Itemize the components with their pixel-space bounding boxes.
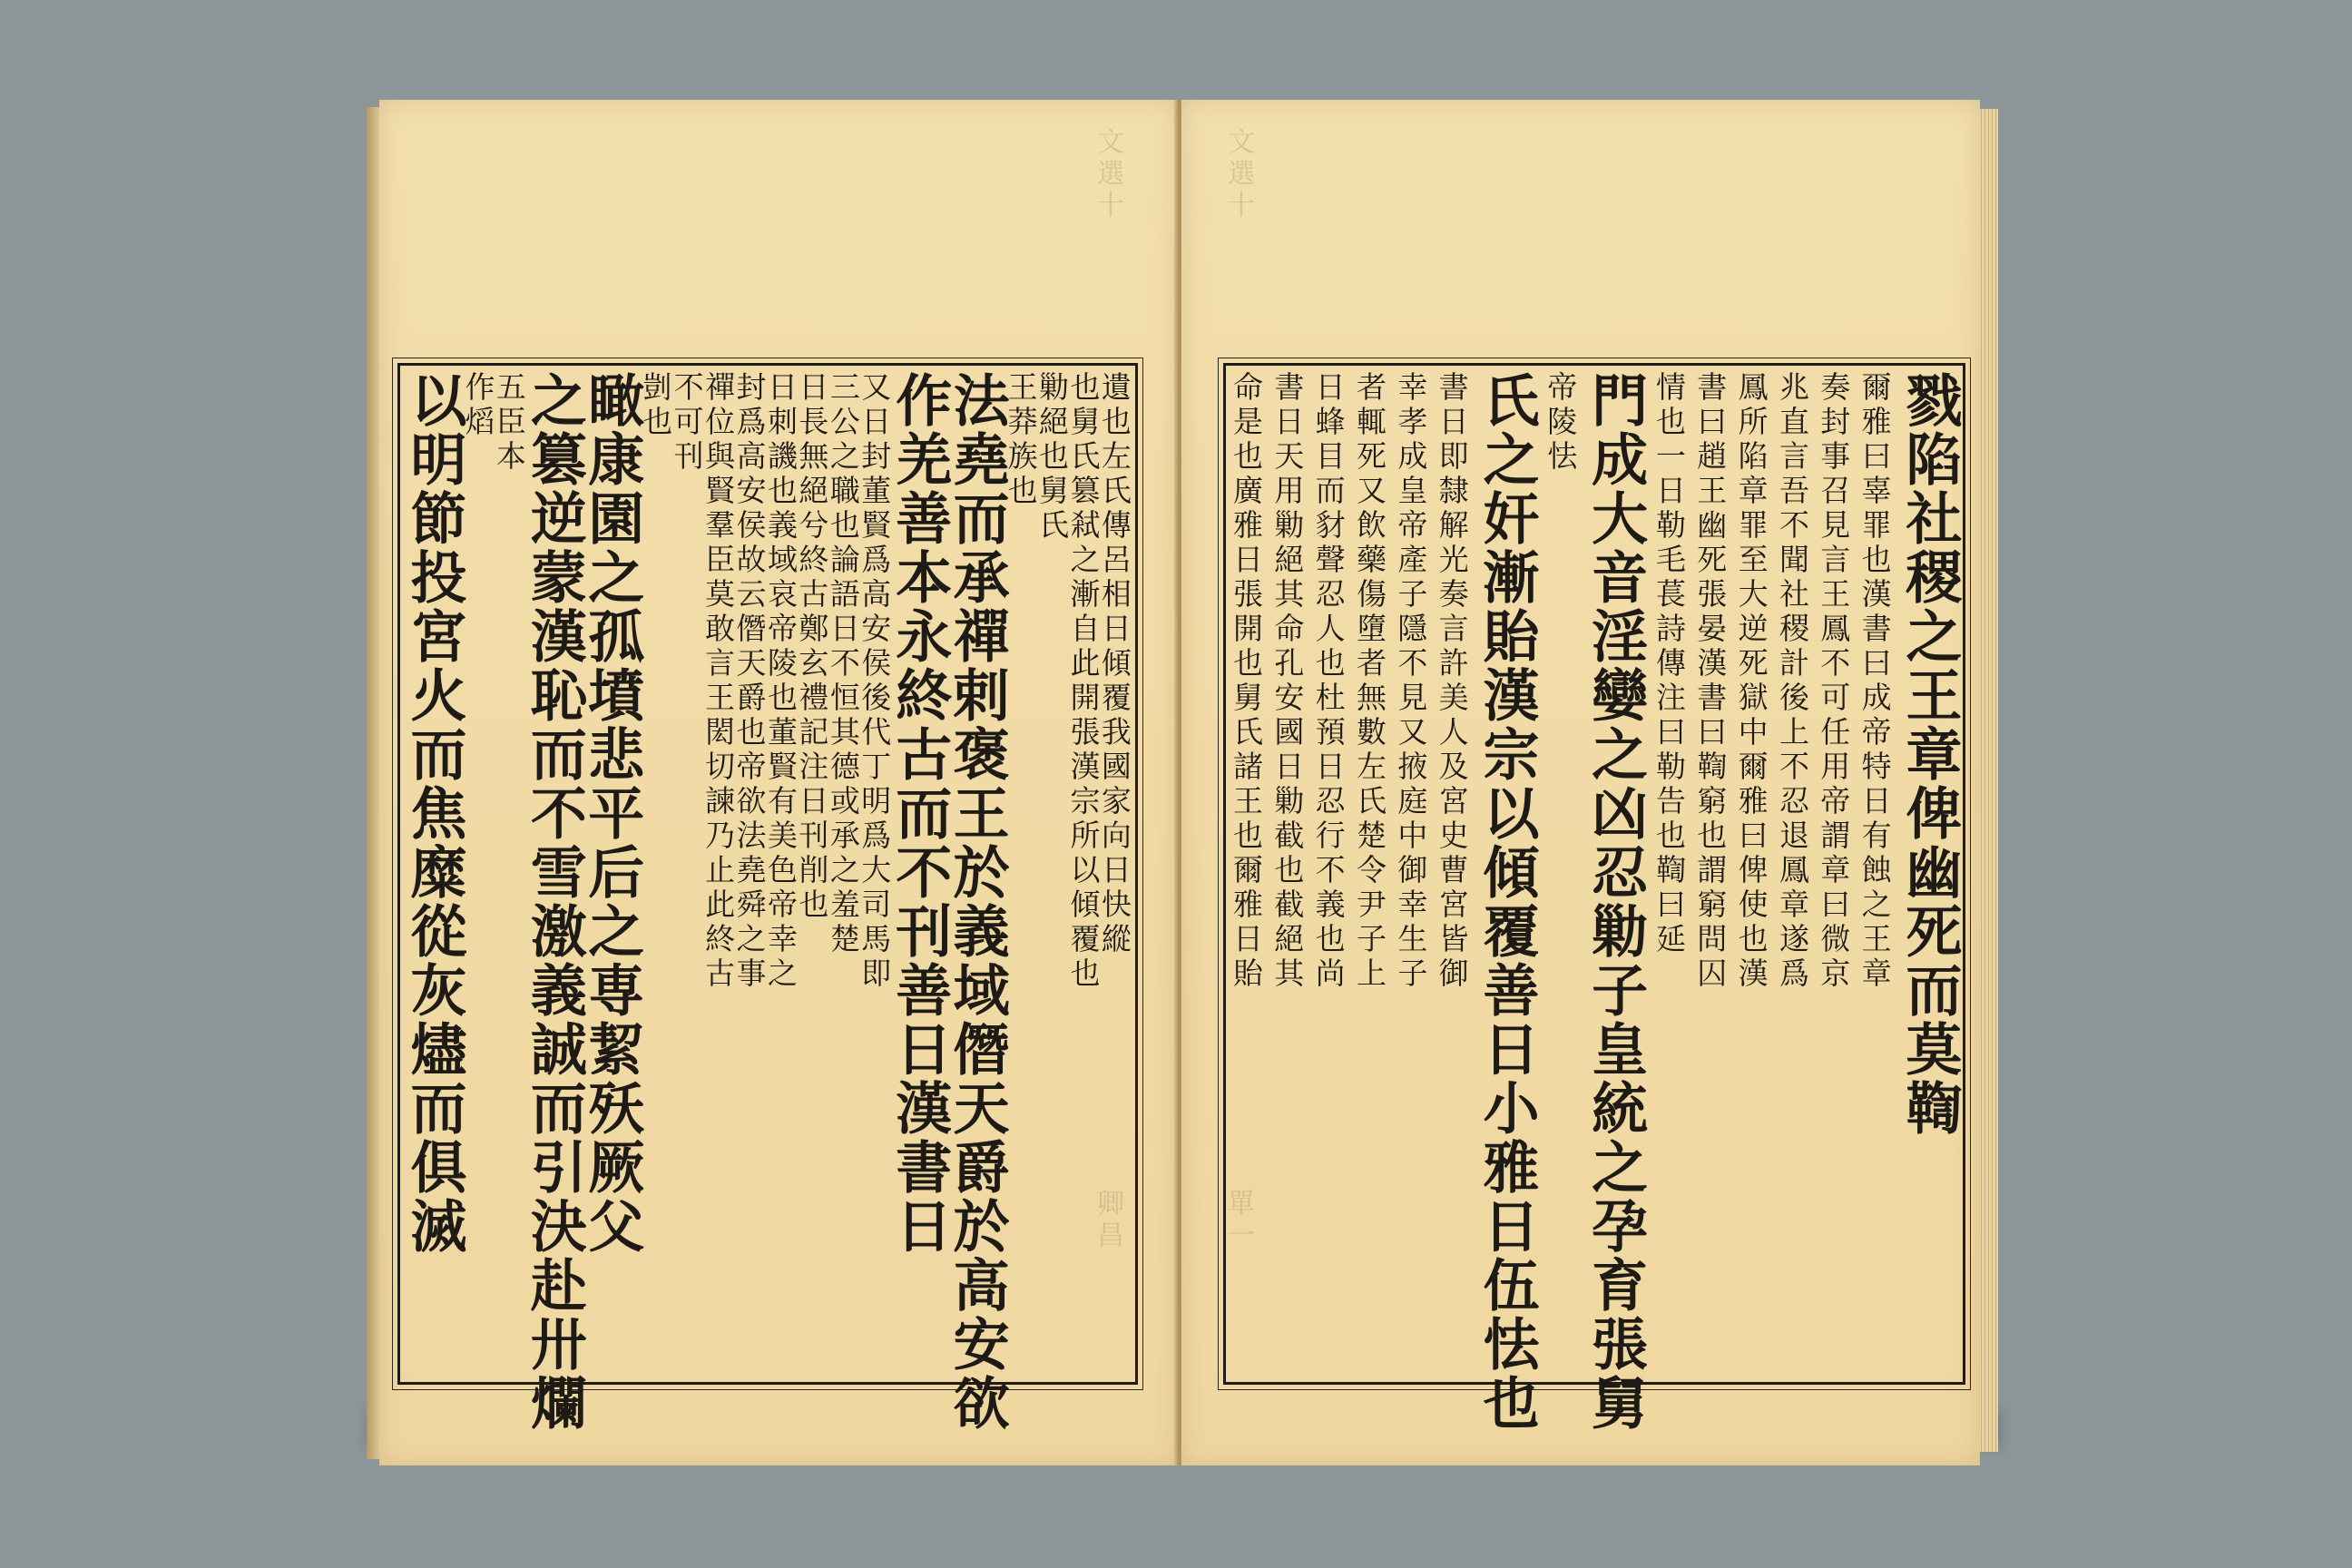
- left-page: [379, 100, 1178, 1465]
- text-column-main: 戮陷社稷之王章俾幽死而莫鞫: [1896, 371, 1963, 1138]
- text-column: 封爲高安侯故云僭天爵也帝欲法堯舜之事: [731, 371, 768, 992]
- text-column: 奏封事召見言王鳳不可任用帝謂章曰微京: [1816, 371, 1852, 992]
- text-column-main: 以明節投宮火而焦糜從灰燼而俱滅: [401, 371, 467, 1256]
- margin-title: 文選十: [1092, 127, 1123, 222]
- text-column: 也舅氏篡弒之漸自此開張漢宗所以傾覆也: [1065, 371, 1102, 992]
- text-column: 又日封董賢爲高安侯後代丁明爲大司馬即: [857, 371, 893, 992]
- text-column: 日長無絕兮終古鄭玄禮記注日刊削也: [794, 371, 830, 923]
- right-text-frame: [1223, 363, 1965, 1433]
- text-column: 不可刊: [669, 371, 705, 475]
- text-column: 帝陵怯: [1543, 371, 1579, 475]
- text-column: 幸孝成皇帝產子隱不見又掖庭中御幸生子: [1393, 371, 1429, 992]
- text-column: 剴也: [638, 371, 674, 440]
- text-column-main: 之篡逆蒙漢恥而不雪激義誠而引決赴卅爛: [521, 371, 588, 1433]
- text-column: 命是也廣雅日張開也舅氏諸王也爾雅日貽: [1229, 371, 1264, 992]
- text-column-main: 瞰康園之孤墳悲平后之専絜殀厥父: [578, 371, 645, 1256]
- margin-note: 單一: [1222, 1189, 1254, 1252]
- text-column: 作熖: [460, 371, 496, 440]
- left-columns: [401, 371, 1132, 1433]
- text-column-main: 作羌善本永終古而不刊善日漢書日: [886, 371, 953, 1256]
- margin-note: 卿昌: [1092, 1189, 1123, 1252]
- text-column: 禪位與賢羣臣莫敢言王閎切諫乃止此終古: [701, 371, 737, 992]
- text-column: 遺也左氏傳呂相日傾覆我國家向日快縱: [1096, 371, 1132, 957]
- text-column: 日蜂目而豺聲忍人也杜預日忍行不義也尚: [1310, 371, 1347, 992]
- text-column: 勦絕也舅氏: [1034, 371, 1070, 544]
- text-column-main: 氏之奸漸貽漢宗以傾覆善日小雅日伍怯也: [1473, 371, 1540, 1433]
- text-column-main: 法堯而承禪剌褒王於義域僭天爵於高安欲: [944, 371, 1011, 1433]
- text-column: 鳳所陷章罪至大逆死獄中爾雅曰俾使也漢: [1733, 371, 1769, 992]
- text-column: 王莽族也: [1003, 371, 1039, 509]
- text-column: 日刺譏也義域哀帝陵也董賢有美色帝幸之: [762, 371, 799, 992]
- text-column: 情也一日勒毛萇詩傳注曰勒告也鞫曰延: [1651, 371, 1687, 957]
- text-column: 書日天用勦絕其命孔安國日勦截也截絕其: [1269, 371, 1306, 992]
- text-column: 五臣本: [491, 371, 527, 475]
- margin-title: 文選十: [1222, 127, 1254, 222]
- text-column: 者輒死又飲藥傷墮者無數左氏楚令尹子上: [1351, 371, 1387, 992]
- open-book: [363, 91, 1996, 1479]
- text-column: 書日即隸解光奏言許美人及宮史曹宮皆御: [1434, 371, 1470, 992]
- left-text-frame: [397, 363, 1138, 1433]
- text-column: 兆直言吾不聞社稷計後上不忍退鳳章遂爲: [1774, 371, 1810, 992]
- book-edge-right: [1978, 109, 1998, 1452]
- right-columns: [1229, 371, 1963, 1433]
- text-column-main: 門成大音淫孌之凶忍勦子皇統之孕育張舅: [1582, 371, 1649, 1433]
- text-column: 書曰趙王幽死張晏漢書曰鞫窮也謂窮問囚: [1692, 371, 1729, 992]
- right-page: [1181, 100, 1980, 1465]
- text-column: 爾雅曰辜罪也漢書曰成帝特日有蝕之王章: [1857, 371, 1893, 992]
- text-column: 三公之職也論語日不恒其德或承之羞楚: [825, 371, 861, 957]
